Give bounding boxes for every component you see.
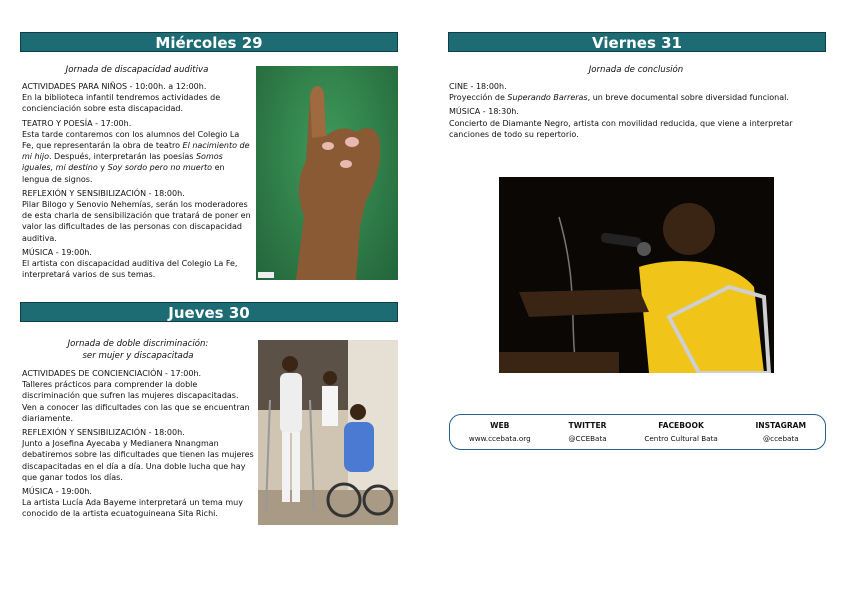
footer-label: WEB [490,421,510,430]
activity-text: Talleres prácticos para comprender la doble discriminación que sufren las mujeres discapacitadas. Ven a conocer las dificultades con las que se encuentran diariamente. [22,380,250,423]
activity-text: Proyección de [449,93,508,103]
activity [22,247,252,281]
activity-heading: ACTIVIDADES DE CONCIENCIACIÓN - 17:00h. [22,369,202,378]
hand-illustration [256,66,398,280]
film-title: Superando Barreras [507,93,588,103]
footer-label: INSTAGRAM [755,421,807,430]
activity-heading: ACTIVIDADES PARA NIÑOS - 10:00h. a 12:00h. [22,82,207,91]
activity-heading: MÚSICA - 19:00h. [22,247,92,257]
activity-heading: MÚSICA - 18:30h. [449,107,519,117]
header-thursday [20,302,398,322]
women-illustration [258,340,398,525]
footer-instagram [755,421,806,443]
singer-concert-photo [499,177,774,373]
activity-text: . Después, interpretarán las poesías [48,152,196,162]
activity [22,368,254,424]
day-title: Miércoles 29 [155,34,263,52]
day-subtitle [22,338,254,362]
activity-text: Junto a Josefina Ayecaba y Medianera Nnangman debatiremos sobre las dificultades que tienen las mujeres discapacitadas en el día a día. Una doble lucha que hay que ganar todos los días. [22,439,254,482]
footer-label: TWITTER [568,421,607,430]
subtitle-line: ser mujer y discapacitada [82,351,194,361]
activity-text: El artista con discapacidad auditiva del Colegio La Fe, interpretará varios de sus temas. [22,259,238,280]
activity [449,106,823,140]
activity-heading: MÚSICA - 19:00h. [22,487,92,497]
activity-text: Esta tarde contaremos con los alumnos del Colegio La Fe, que representarán la obra de teatro [22,129,240,151]
header-wednesday [20,32,398,52]
poem-title: Soy sordo pero no muerto [107,163,213,173]
women-with-disability-photo [258,340,398,525]
logo-mark [258,272,274,278]
day-subtitle: Jornada de discapacidad auditiva [65,65,209,75]
activity-text: en lengua de signos. [22,163,225,184]
friday-program [449,64,823,143]
instagram-handle[interactable]: @ccebata [762,434,799,443]
activity [449,81,823,103]
activity-heading: CINE - 18:00h. [449,82,507,91]
footer-web [469,421,531,443]
day-subtitle: Jornada de conclusión [588,65,684,75]
web-link[interactable]: www.ccebata.org [468,434,531,443]
activity-text: En la biblioteca infantil tendremos actividades de concienciación sobre esta discapacidad. [22,93,221,114]
header-friday [448,32,826,52]
contact-footer [449,414,826,450]
day-title: Viernes 31 [592,34,682,52]
footer-facebook [644,421,717,443]
activity-text: Concierto de Diamante Negro, artista con movilidad reducida, que viene a interpretar canciones de todo su repertorio. [449,118,793,139]
activity [22,427,254,483]
wednesday-program [22,64,252,283]
activity-heading: REFLEXIÓN Y SENSIBILIZACIÓN - 18:00h. [22,188,185,198]
activity-text: Pilar Bilogo y Senovio Nehemías, serán los moderadores de esta charla de sensibilización que tratará de poner en valor las dificultades de las personas con discapacidad auditiva. [22,200,251,243]
sign-language-hand-photo [256,66,398,280]
day-title: Jueves 30 [168,304,250,322]
footer-label: FACEBOOK [658,421,704,430]
facebook-page[interactable]: Centro Cultural Bata [644,434,718,443]
activity-text: La artista Lucía Ada Bayeme interpretará un tema muy conocido de la artista ecuatoguineana Sita Richi. [22,498,243,519]
poem-title: Somos iguales, mi destino [22,152,223,173]
subtitle-line: Jornada de doble discriminación: [67,339,209,349]
activity-text: , un breve documental sobre diversidad funcional. [587,93,789,103]
thursday-program [22,338,254,523]
activity [22,81,252,115]
activity [22,486,254,520]
singer-illustration [499,177,774,373]
footer-twitter [568,421,606,443]
activity-heading: REFLEXIÓN Y SENSIBILIZACIÓN - 18:00h. [22,428,185,438]
play-title: El nacimiento de mi hijo [22,141,250,162]
activity-heading: TEATRO Y POESÍA - 17:00h. [22,118,132,128]
twitter-handle[interactable]: @CCEBata [568,434,607,443]
activity [22,118,252,185]
activity-text: y [97,163,108,173]
activity [22,188,252,244]
